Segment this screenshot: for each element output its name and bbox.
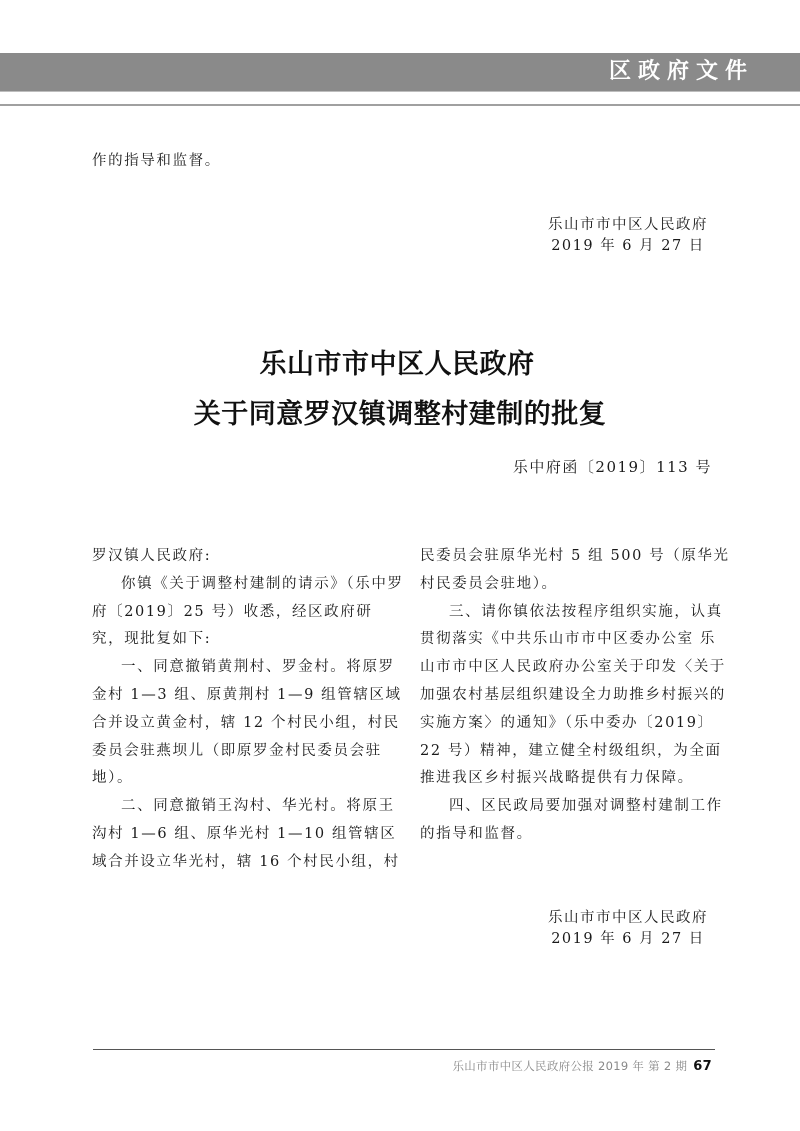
- paragraph: 二、同意撤销王沟村、华光村。将原王沟村 1—6 组、原华光村 1—10 组管辖区域合并设立华光村，辖 16 个村民小组，村: [92, 798, 400, 870]
- header-divider: [0, 104, 800, 106]
- title-line-1: 乐山市市中区人民政府: [259, 349, 535, 380]
- footer-divider: [93, 1049, 715, 1050]
- signature-issuer: 乐山市市中区人民政府: [548, 910, 708, 926]
- paragraph-continued: 民委员会驻原华光村 5 组 500 号（原华光村民委员会驻地）。: [420, 548, 730, 592]
- page-number: 67: [693, 1059, 712, 1074]
- body-column-left: [92, 543, 404, 877]
- body-column-right: [420, 543, 732, 849]
- paragraph: 你镇《关于调整村建制的请示》（乐中罗府〔2019〕25 号）收悉，经区政府研究，现批复如下:: [92, 575, 404, 648]
- signature-date: 2019 年 6 月 27 日: [551, 931, 705, 947]
- section-title: 区政府文件: [608, 59, 754, 84]
- paragraph: 三、请你镇依法按程序组织实施，认真贯彻落实《中共乐山市市中区委办公室 乐山市市中区人民政府办公室关于印发〈关于加强农村基层组织建设全力助推乡村振兴的实施方案〉的通知》（乐中委办〔2019〕22 号）精神，建立健全村级组织，为全面推进我区乡村振兴战略提供有力保障。: [420, 603, 726, 787]
- signature-date: 2019 年 6 月 27 日: [551, 238, 705, 254]
- document-number: 乐中府函〔2019〕113 号: [512, 458, 712, 476]
- addressee: 罗汉镇人民政府:: [92, 548, 212, 564]
- paragraph: 四、区民政局要加强对调整村建制工作的指导和监督。: [420, 798, 723, 842]
- title-line-2: 关于同意罗汉镇调整村建制的批复: [193, 399, 607, 430]
- header-bar: [0, 53, 800, 92]
- paragraph: 一、同意撤销黄荆村、罗金村。将原罗金村 1—3 组、原黄荆村 1—9 组管辖区域合并设立黄金村，辖 12 个村民小组，村民委员会驻燕坝儿（即原罗金村民委员会驻地）。: [92, 659, 402, 787]
- document-title: [0, 340, 800, 440]
- footer: [452, 1058, 712, 1074]
- previous-document-tail: 作的指导和监督。: [92, 153, 221, 169]
- signature-issuer: 乐山市市中区人民政府: [548, 217, 708, 233]
- previous-signature: [548, 215, 708, 257]
- document-signature: [548, 908, 708, 950]
- publication-info: 乐山市市中区人民政府公报 2019 年 第 2 期: [452, 1059, 688, 1073]
